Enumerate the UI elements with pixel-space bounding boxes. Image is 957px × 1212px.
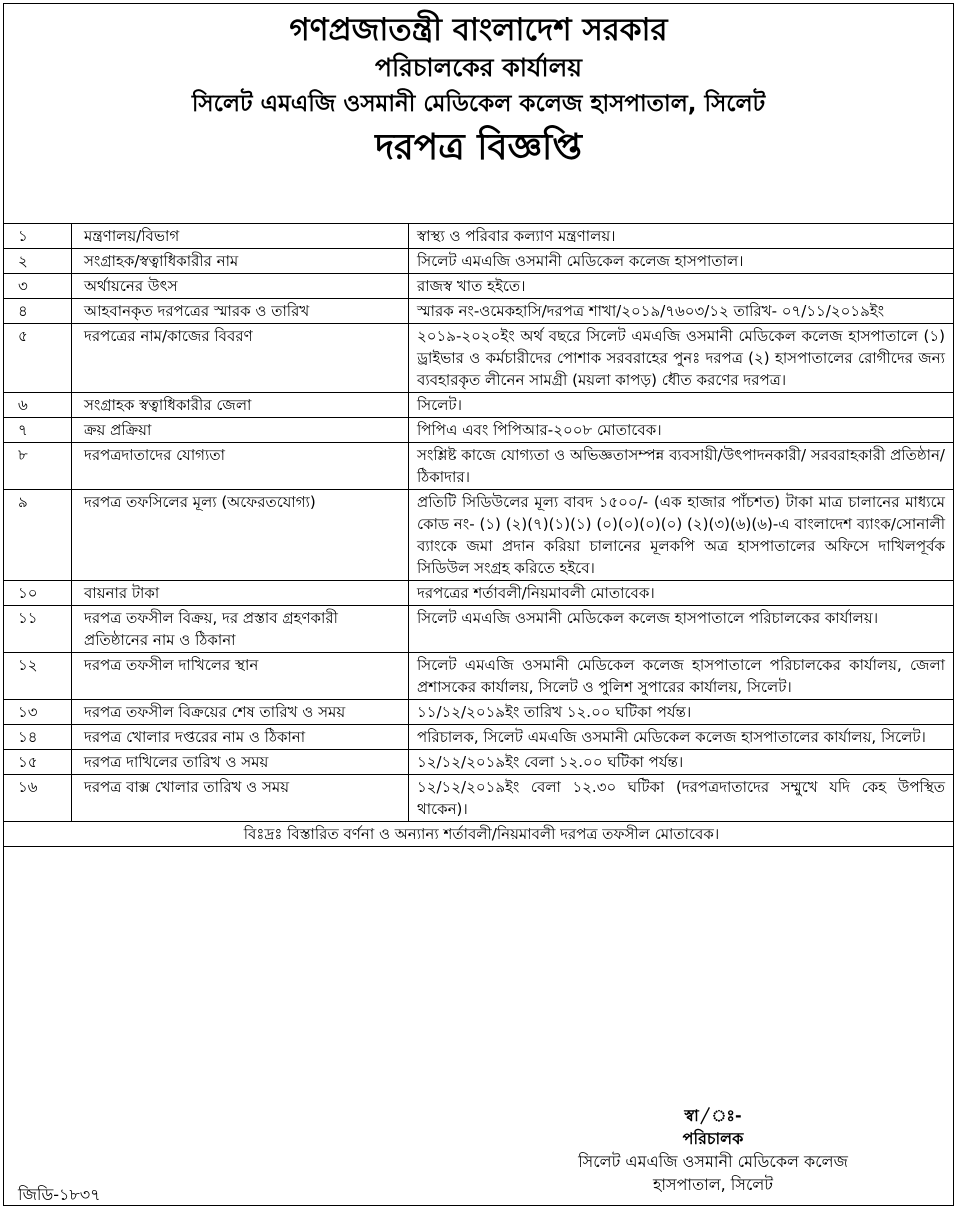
row-value: ১১/১২/২০১৯ইং তারিখ ১২.০০ ঘটিকা পর্যন্ত। — [409, 700, 954, 725]
row-number: ৯ — [4, 490, 72, 581]
row-number: ৪ — [4, 299, 72, 324]
gd-number: জিডি-১৮৩৭ — [18, 1185, 101, 1204]
row-value: স্বাস্থ্য ও পরিবার কল্যাণ মন্ত্রণালয়। — [409, 224, 954, 249]
row-label: দরপত্র তফসিলের মূল্য (অফেরতযোগ্য) — [72, 490, 409, 581]
row-label: দরপত্র তফসীল বিক্রয়, দর প্রস্তাব গ্রহণকারী প্রতিষ্ঠানের নাম ও ঠিকানা — [72, 606, 409, 653]
notice-header — [4, 4, 953, 174]
signature-block — [533, 1104, 893, 1196]
row-value: স্মারক নং-ওমেকহাসি/দরপত্র শাখা/২০১৯/৭৬০৩/১২ তারিখ- ০৭/১১/২০১৯ইং — [409, 299, 954, 324]
table-row — [4, 725, 953, 750]
row-number: ৭ — [4, 418, 72, 443]
row-number: ১ — [4, 224, 72, 249]
row-number: ৬ — [4, 393, 72, 418]
note-text: বিঃদ্রঃ বিস্তারিত বর্ণনা ও অন্যান্য শর্তাবলী/নিয়মাবলী দরপত্র তফসীল মোতাবেক। — [4, 822, 953, 847]
table-row — [4, 224, 953, 249]
table-row — [4, 490, 953, 581]
row-number: ১৩ — [4, 700, 72, 725]
row-value: সিলেট। — [409, 393, 954, 418]
row-value: ১২/১২/২০১৯ইং বেলা ১২.০০ ঘটিকা পর্যন্ত। — [409, 750, 954, 775]
table-row — [4, 393, 953, 418]
row-number: ১৫ — [4, 750, 72, 775]
row-value: রাজস্ব খাত হইতে। — [409, 274, 954, 299]
row-label: দরপত্র তফসীল বিক্রয়ের শেষ তারিখ ও সময় — [72, 700, 409, 725]
table-row — [4, 249, 953, 274]
table-row — [4, 581, 953, 606]
tender-notice-page — [3, 3, 954, 1206]
row-number: ১৬ — [4, 775, 72, 822]
table-row — [4, 274, 953, 299]
signature-sd: স্বা/ঃ- — [684, 1106, 742, 1125]
row-value: সংশ্লিষ্ট কাজে যোগ্যতা ও অভিজ্ঞতাসম্পন্ন ব্যবসায়ী/উৎপাদনকারী/ সরবরাহকারী প্রতিষ্ঠান/ঠিকাদার। — [409, 443, 954, 490]
row-label: সংগ্রাহক/স্বত্বাধিকারীর নাম — [72, 249, 409, 274]
hospital-name: সিলেট এমএজি ওসমানী মেডিকেল কলেজ হাসপাতাল, সিলেট — [191, 91, 766, 117]
row-label: ক্রয় প্রক্রিয়া — [72, 418, 409, 443]
table-row — [4, 775, 953, 822]
row-value: পরিচালক, সিলেট এমএজি ওসমানী মেডিকেল কলেজ হাসপাতালের কার্যালয়, সিলেট। — [409, 725, 954, 750]
row-label: দরপত্র তফসীল দাখিলের স্থান — [72, 653, 409, 700]
signature-designation: পরিচালক — [682, 1129, 744, 1148]
row-value: সিলেট এমএজি ওসমানী মেডিকেল কলেজ হাসপাতালে পরিচালকের কার্যালয়, জেলা প্রশাসকের কার্যালয়, সিলেট ও পুলিশ সুপারের কার্যালয়, সিলেট। — [409, 653, 954, 700]
row-value: ২০১৯-২০২০ইং অর্থ বছরে সিলেট এমএজি ওসমানী মেডিকেল কলেজ হাসপাতালে (১) ড্রাইভার ও কর্মচারীদের পোশাক সরবরাহের পুনঃ দরপত্র (২) হাসপাতালের রোগীদের জন্য ব্যবহারকৃত লীনেন সামগ্রী (ময়লা কাপড়) ধৌত করণের দরপত্র। — [409, 324, 954, 393]
row-number: ৩ — [4, 274, 72, 299]
row-label: দরপত্রদাতাদের যোগ্যতা — [72, 443, 409, 490]
table-row — [4, 324, 953, 393]
row-number: ৫ — [4, 324, 72, 393]
notice-title: দরপত্র বিজ্ঞপ্তি — [375, 127, 582, 168]
row-label: দরপত্রের নাম/কাজের বিবরণ — [72, 324, 409, 393]
tender-details-table — [4, 223, 953, 847]
table-row — [4, 700, 953, 725]
row-label: দরপত্র বাক্স খোলার তারিখ ও সময় — [72, 775, 409, 822]
table-row — [4, 418, 953, 443]
table-row — [4, 750, 953, 775]
row-label: সংগ্রাহক স্বত্বাধিকারীর জেলা — [72, 393, 409, 418]
table-row — [4, 299, 953, 324]
row-label: মন্ত্রণালয়/বিভাগ — [72, 224, 409, 249]
row-number: ১৪ — [4, 725, 72, 750]
row-label: দরপত্র খোলার দপ্তরের নাম ও ঠিকানা — [72, 725, 409, 750]
row-number: ৮ — [4, 443, 72, 490]
table-row — [4, 443, 953, 490]
row-number: ১১ — [4, 606, 72, 653]
note-row — [4, 822, 953, 847]
table-row — [4, 606, 953, 653]
row-value: পিপিএ এবং পিপিআর-২০০৮ মোতাবেক। — [409, 418, 954, 443]
row-label: বায়নার টাকা — [72, 581, 409, 606]
row-label: দরপত্র দাখিলের তারিখ ও সময় — [72, 750, 409, 775]
row-label: আহবানকৃত দরপত্রের স্মারক ও তারিখ — [72, 299, 409, 324]
signature-line-2: হাসপাতাল, সিলেট — [652, 1175, 774, 1194]
signature-line-1: সিলেট এমএজি ওসমানী মেডিকেল কলেজ — [578, 1152, 848, 1171]
row-value: ১২/১২/২০১৯ইং বেলা ১২.৩০ ঘটিকা (দরপত্রদাতাদের সম্মুখে যদি কেহ উপস্থিত থাকেন)। — [409, 775, 954, 822]
office-name: পরিচালকের কার্যালয় — [375, 53, 582, 82]
row-value: প্রতিটি সিডিউলের মূল্য বাবদ ১৫০০/- (এক হাজার পাঁচশত) টাকা মাত্র চালানের মাধ্যমে কোড নং- (১) (২)(৭)(১)(১) (০)(০)(০)(০) (২)(৩)(৬)(৬)-এ বাংলাদেশ ব্যাংক/সোনালী ব্যাংকে জমা প্রদান করিয়া চালানের মূলকপি অত্র হাসপাতালের অফিসে দাখিলপূর্বক সিডিউল সংগ্রহ করিতে হইবে। — [409, 490, 954, 581]
row-number: ১২ — [4, 653, 72, 700]
row-value: সিলেট এমএজি ওসমানী মেডিকেল কলেজ হাসপাতাল। — [409, 249, 954, 274]
table-row — [4, 653, 953, 700]
row-value: দরপত্রের শর্তাবলী/নিয়মাবলী মোতাবেক। — [409, 581, 954, 606]
row-number: ২ — [4, 249, 72, 274]
government-name: গণপ্রজাতন্ত্রী বাংলাদেশ সরকার — [289, 12, 668, 48]
row-label: অর্থায়নের উৎস — [72, 274, 409, 299]
row-value: সিলেট এমএজি ওসমানী মেডিকেল কলেজ হাসপাতালে পরিচালকের কার্যালয়। — [409, 606, 954, 653]
row-number: ১০ — [4, 581, 72, 606]
